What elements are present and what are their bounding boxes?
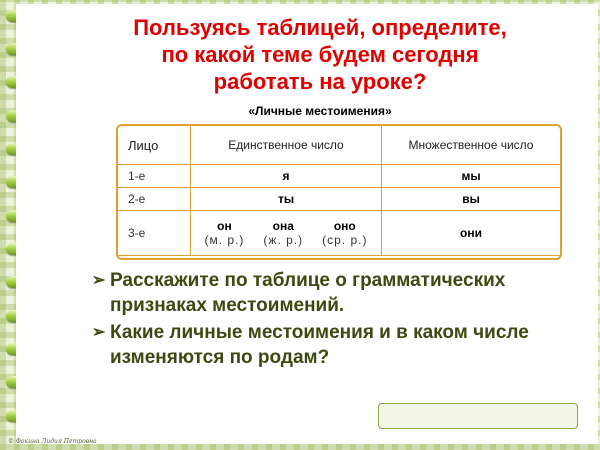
pronoun-word: он: [217, 219, 232, 233]
gender-group: [205, 219, 245, 247]
cell-plural: мы: [382, 165, 561, 188]
cell-plural: они: [382, 211, 561, 256]
header-singular: Единственное число: [191, 126, 382, 165]
cell-singular: ты: [191, 188, 382, 211]
arrow-bullet-icon: [92, 268, 110, 318]
page-title: [60, 14, 580, 95]
title-line: работать на уроке?: [213, 69, 427, 94]
pronoun-word: оно: [333, 219, 356, 233]
table-row: [118, 165, 560, 188]
list-item-text: Расскажите по таблице о грамматических признаках местоимений.: [110, 270, 506, 316]
cell-singular: я: [191, 165, 382, 188]
header-face: Лицо: [118, 126, 191, 165]
gender-group: [322, 219, 367, 247]
gender-label: (ср. р.): [322, 233, 368, 247]
table-header-row: [118, 126, 560, 165]
arrow-bullet-icon: [92, 320, 110, 370]
question-list: [92, 268, 592, 370]
header-plural: Множественное число: [382, 126, 561, 165]
cell-face: 3-е: [118, 211, 191, 256]
list-item: [92, 320, 592, 370]
table-row: [118, 211, 560, 256]
list-item: [92, 268, 592, 318]
cell-face: 2-е: [118, 188, 191, 211]
gender-label: (ж. р.): [263, 233, 304, 247]
cell-face: 1-е: [118, 165, 191, 188]
gender-label: (м. р.): [204, 233, 245, 247]
cell-plural: вы: [382, 188, 561, 211]
gender-group: [263, 219, 303, 247]
pronoun-word: она: [272, 219, 294, 233]
title-line: Пользуясь таблицей, определите,: [133, 15, 507, 40]
topic-subtitle: «Личные местоимения»: [248, 104, 392, 118]
cell-singular-genders: [191, 211, 382, 256]
author-footer: © Фокина Лидия Петровна: [8, 438, 97, 445]
list-item-text: Какие личные местоимения и в каком числе изменяются по родам?: [110, 322, 529, 368]
title-line: по какой теме будем сегодня: [161, 42, 479, 67]
answer-box[interactable]: [378, 403, 578, 429]
pronoun-table: [116, 124, 562, 260]
table-row: [118, 188, 560, 211]
